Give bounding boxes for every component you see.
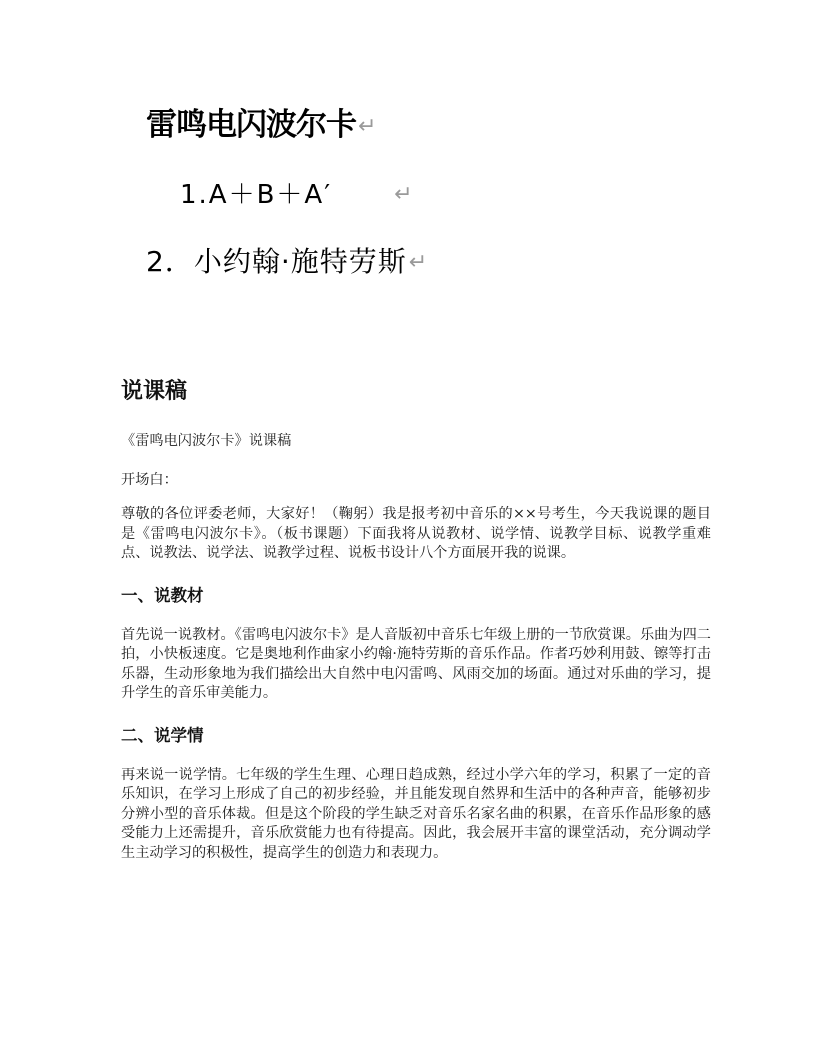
section-heading-students: 二、说学情 xyxy=(121,725,204,745)
board-composer-line xyxy=(146,245,429,278)
board-title-line xyxy=(146,107,376,143)
opening-paragraph: 尊敬的各位评委老师，大家好！（鞠躬）我是报考初中音乐的××号考生，今天我说课的题目是《雷鸣电闪波尔卡》。（板书课题）下面我将从说教材、说学情、说教学目标、说教学重难点、说教法、说学法、说教学过程、说板书设计八个方面展开我的说课。 xyxy=(121,506,711,561)
blackboard-design-image xyxy=(146,100,586,300)
document-title: 说课稿 xyxy=(121,379,188,404)
document-body xyxy=(121,376,711,877)
board-line-3-text: 2．小约翰·施特劳斯 xyxy=(146,245,407,278)
board-form-line xyxy=(180,182,415,208)
section-paragraph-textbook: 首先说一说教材。《雷鸣电闪波尔卡》是人音版初中音乐七年级上册的一节欣赏课。乐曲为四二拍，小快板速度。它是奥地利作曲家小约翰·施特劳斯的音乐作品。作者巧妙利用鼓、镲等打击乐器，生动形象地为我们描绘出大自然中电闪雷鸣、风雨交加的场面。通过对乐曲的学习，提升学生的音乐审美能力。 xyxy=(121,626,711,701)
section-heading-textbook: 一、说教材 xyxy=(121,585,204,605)
opening-label: 开场白： xyxy=(121,471,178,488)
paragraph-return-icon: ↵ xyxy=(408,250,429,275)
section-paragraph-students: 再来说一说学情。七年级的学生生理、心理日趋成熟，经过小学六年的学习，积累了一定的音乐知识，在学习上形成了自己的初步经验，并且能发现自然界和生活中的各种声音，能够初步分辨小型的音乐体裁。但是这个阶段的学生缺乏对音乐名家名曲的积累，在音乐作品形象的感受能力上还需提升，音乐欣赏能力也有待提高。因此，我会展开丰富的课堂活动，充分调动学生主动学习的积极性，提高学生的创造力和表现力。 xyxy=(121,766,711,861)
paragraph-return-icon: ↵ xyxy=(394,182,415,207)
board-line-1-text: 雷鸣电闪波尔卡 xyxy=(146,107,356,143)
document-subtitle: 《雷鸣电闪波尔卡》说课稿 xyxy=(121,433,292,449)
paragraph-return-icon: ↵ xyxy=(358,114,376,139)
board-line-2-text: 1.A＋B＋A′ xyxy=(180,180,333,210)
